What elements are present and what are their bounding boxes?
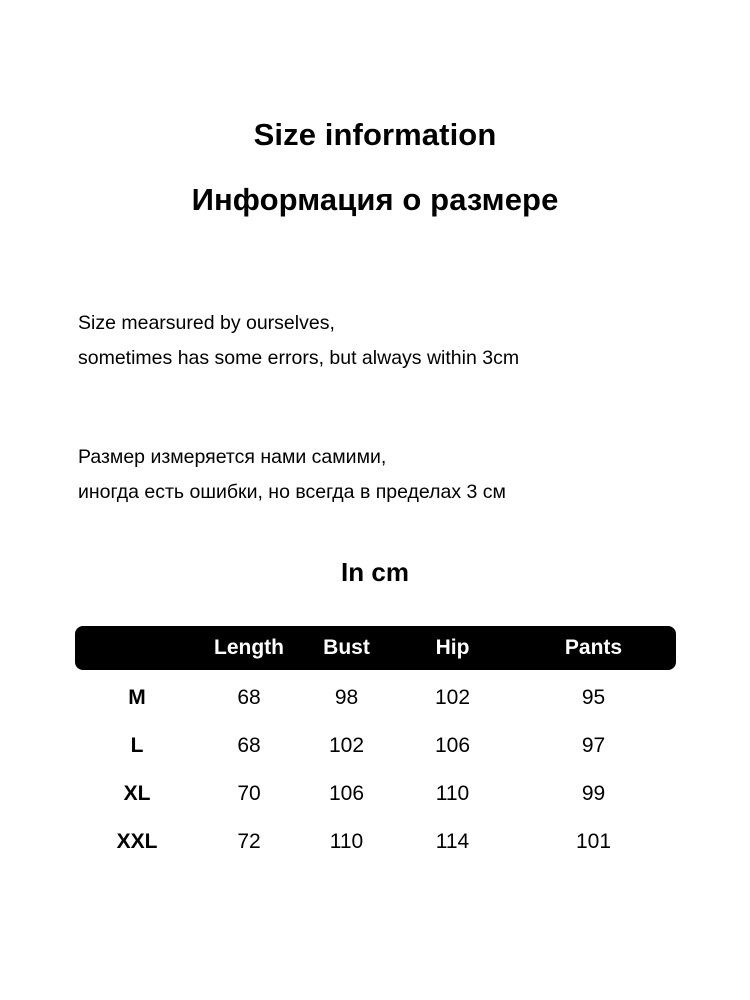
table-row (75, 818, 676, 866)
column-header-bust: Bust (323, 636, 370, 659)
table-header-row (75, 626, 676, 670)
table-body (75, 670, 676, 866)
cell-pants: 101 (575, 830, 612, 853)
table-row (75, 674, 676, 722)
cell-bust: 110 (329, 830, 364, 853)
note-paragraph-en (78, 306, 678, 376)
cell-hip: 110 (435, 782, 470, 805)
cell-hip: 106 (434, 734, 471, 757)
note-line-en-2: sometimes has some errors, but always within 3cm (78, 347, 520, 369)
table-row (75, 722, 676, 770)
cell-size: XL (123, 782, 151, 805)
table-row (75, 770, 676, 818)
cell-length: 68 (237, 734, 261, 757)
cell-size: L (130, 734, 144, 757)
unit-heading: In cm (341, 557, 409, 587)
cell-pants: 97 (581, 734, 606, 757)
measurement-notes (78, 306, 678, 510)
column-header-length: Length (214, 636, 284, 659)
page-title-ru: Информация о размере (191, 182, 559, 217)
title-block (0, 112, 750, 223)
cell-hip: 114 (435, 830, 470, 853)
cell-hip: 102 (434, 686, 471, 709)
column-header-pants: Pants (564, 636, 623, 659)
cell-bust: 98 (334, 686, 359, 709)
note-line-ru-1: Размер измеряется нами самими, (78, 446, 387, 468)
note-paragraph-ru (78, 440, 678, 510)
note-line-en-1: Size mearsured by ourselves, (78, 312, 335, 334)
cell-size: XXL (116, 830, 158, 853)
cell-length: 68 (237, 686, 261, 709)
cell-bust: 106 (328, 782, 365, 805)
column-header-hip: Hip (435, 636, 470, 659)
cell-pants: 95 (581, 686, 606, 709)
cell-length: 72 (237, 830, 261, 853)
cell-size: M (128, 686, 146, 709)
size-table (75, 626, 676, 866)
cell-pants: 99 (581, 782, 606, 805)
page-title-en: Size information (253, 117, 497, 152)
note-line-ru-2: иногда есть ошибки, но всегда в пределах 3 см (78, 481, 506, 503)
cell-length: 70 (237, 782, 261, 805)
cell-bust: 102 (328, 734, 365, 757)
